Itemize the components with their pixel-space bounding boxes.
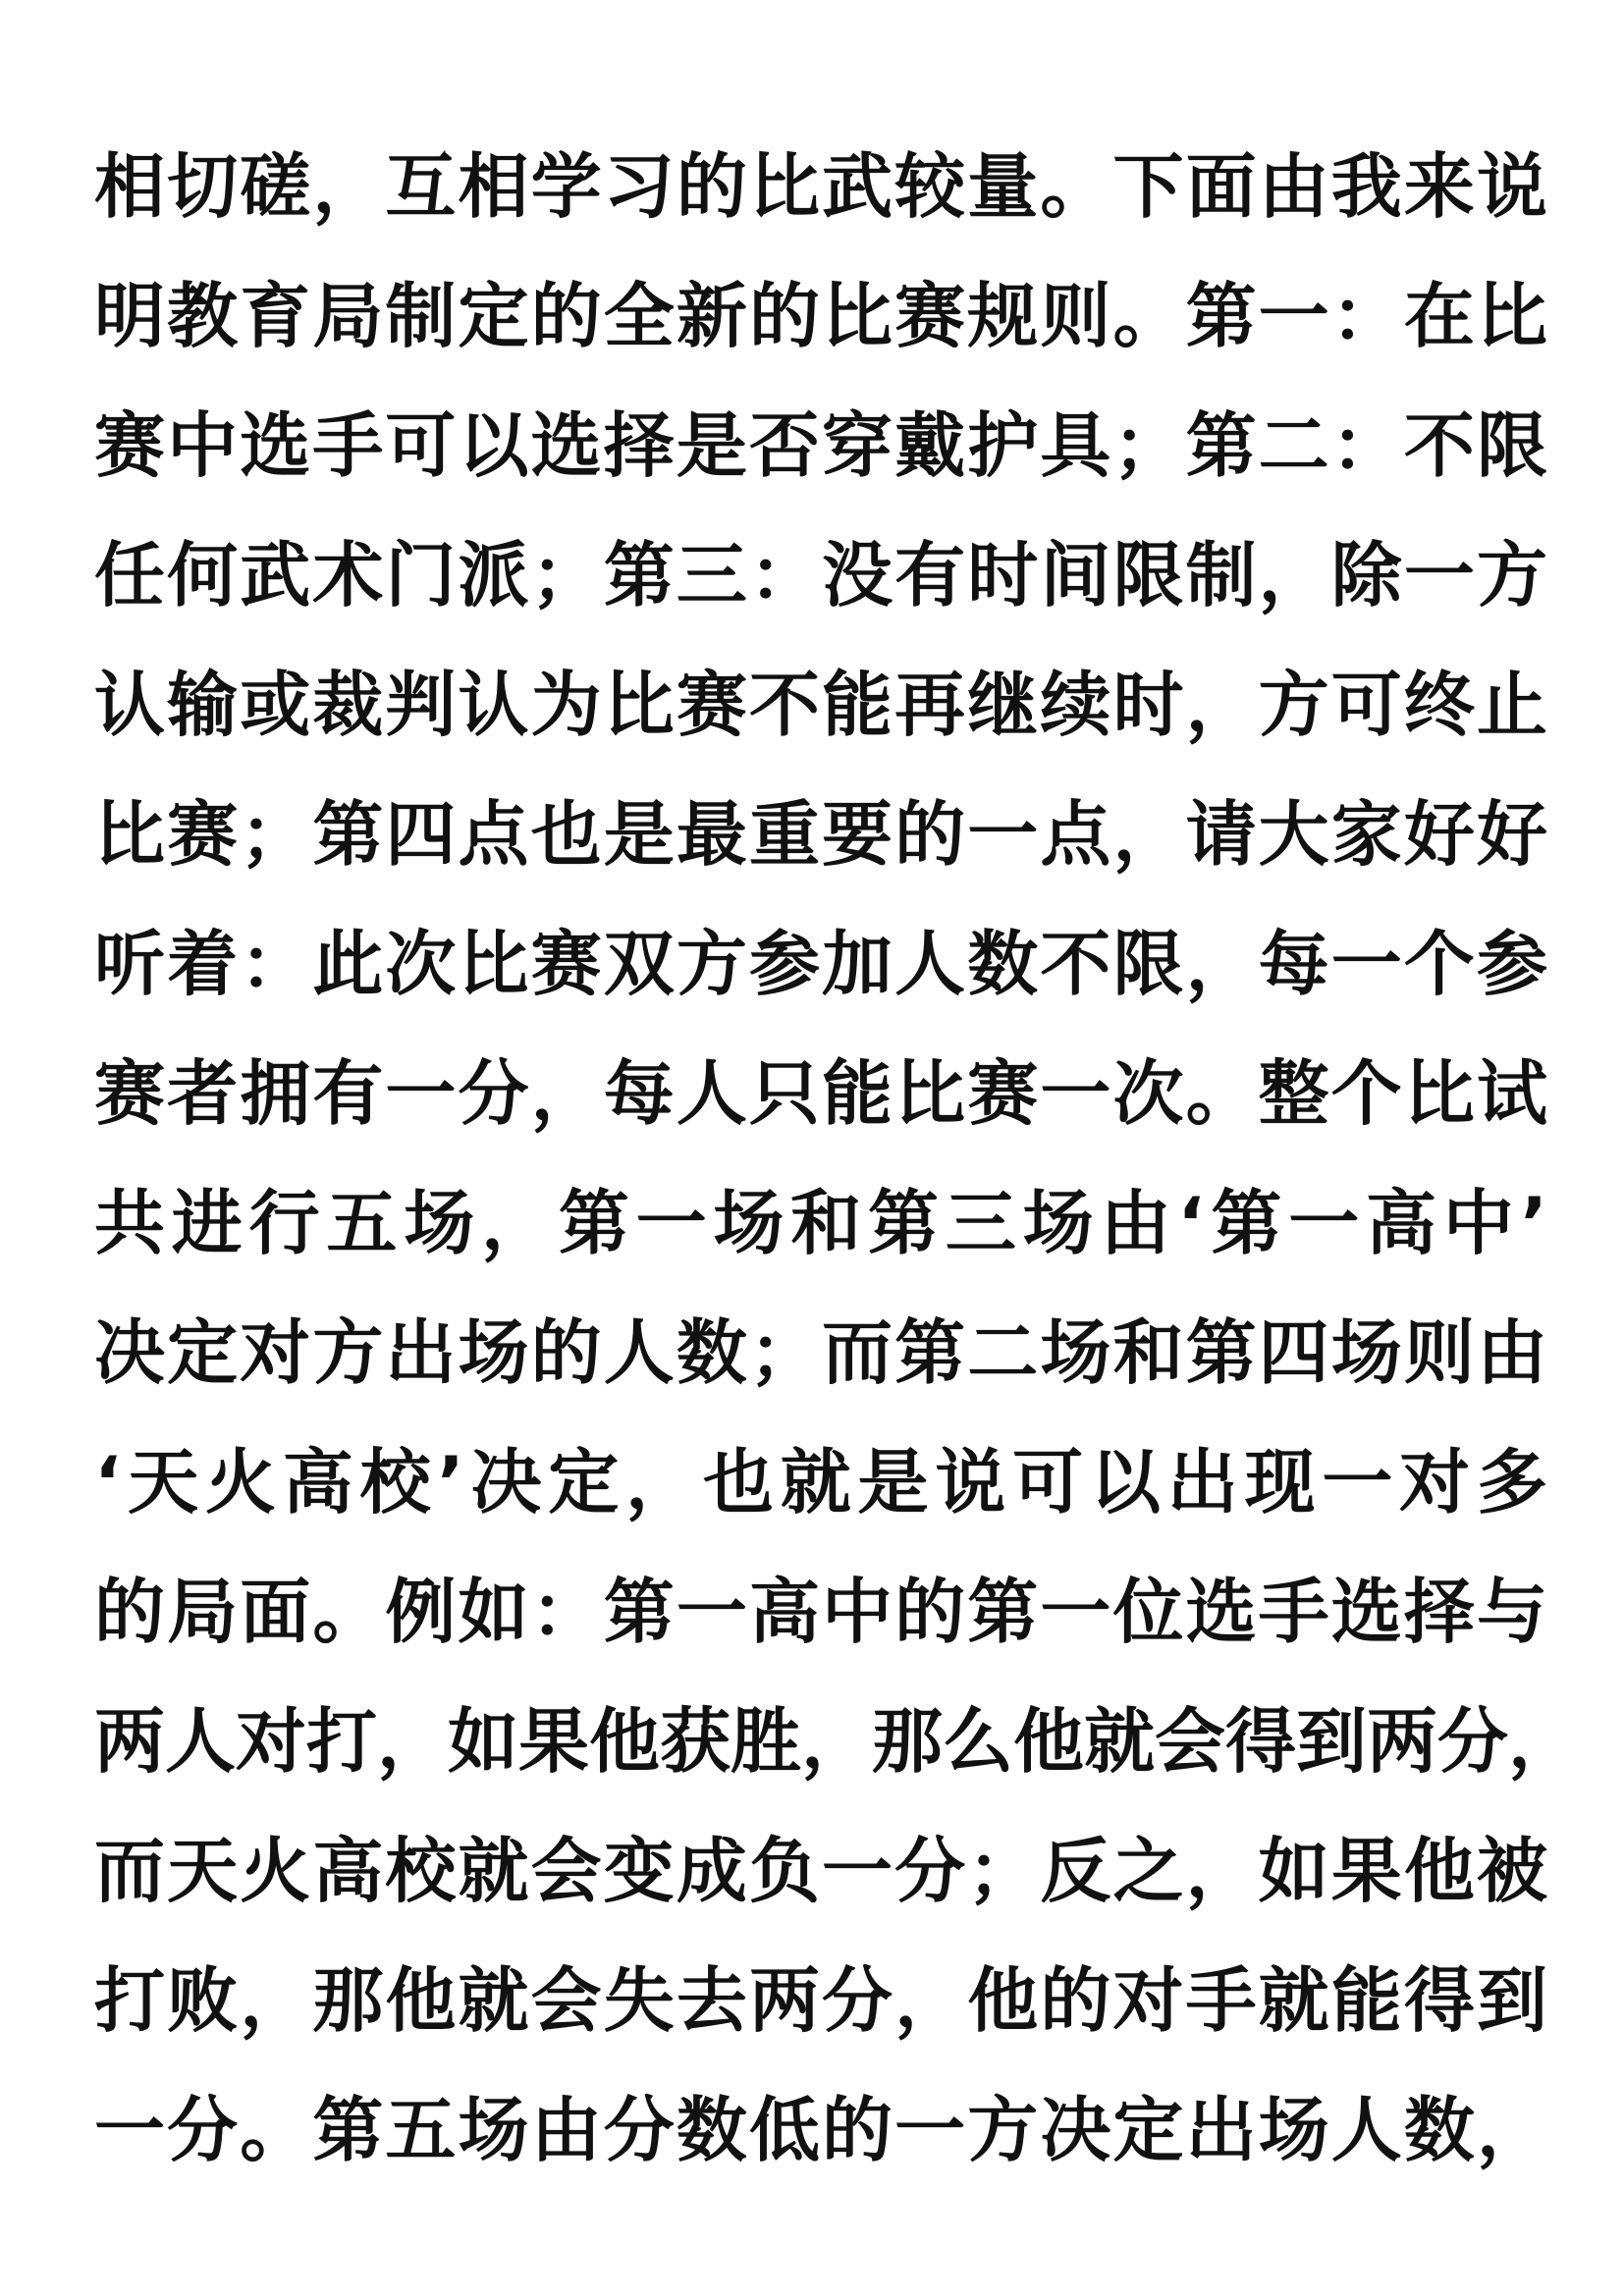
- text-line: 任何武术门派；第三：没有时间限制，除一方: [94, 534, 1547, 616]
- text-line: 认输或裁判认为比赛不能再继续时，方可终止: [94, 664, 1547, 746]
- text-line: 听着：此次比赛双方参加人数不限，每一个参: [94, 923, 1547, 1005]
- text-line: 而天火高校就会变成负一分；反之，如果他被: [94, 1830, 1547, 1912]
- text-line: ‘天火高校’决定，也就是说可以出现一对多: [94, 1441, 1547, 1523]
- text-line: 相切磋，互相学习的比武较量。下面由我来说: [94, 145, 1547, 228]
- body-text: [94, 122, 1580, 2195]
- text-line: 共进行五场，第一场和第三场由‘第一高中’: [94, 1182, 1547, 1264]
- text-line: 两人对打，如果他获胜，那么他就会得到两分，: [94, 1700, 1580, 1783]
- text-line: 比赛；第四点也是最重要的一点，请大家好好: [94, 793, 1547, 876]
- text-line: 明教育局制定的全新的比赛规则。第一：在比: [94, 275, 1547, 357]
- text-line: 打败，那他就会失去两分，他的对手就能得到: [94, 1959, 1547, 2042]
- text-line: 赛者拥有一分，每人只能比赛一次。整个比试: [94, 1052, 1547, 1135]
- text-line: 决定对方出场的人数；而第二场和第四场则由: [94, 1311, 1547, 1394]
- text-line: 的局面。例如：第一高中的第一位选手选择与: [94, 1571, 1547, 1653]
- text-line: 赛中选手可以选择是否穿戴护具；第二：不限: [94, 404, 1547, 487]
- text-line: 一分。第五场由分数低的一方决定出场人数，: [94, 2089, 1547, 2171]
